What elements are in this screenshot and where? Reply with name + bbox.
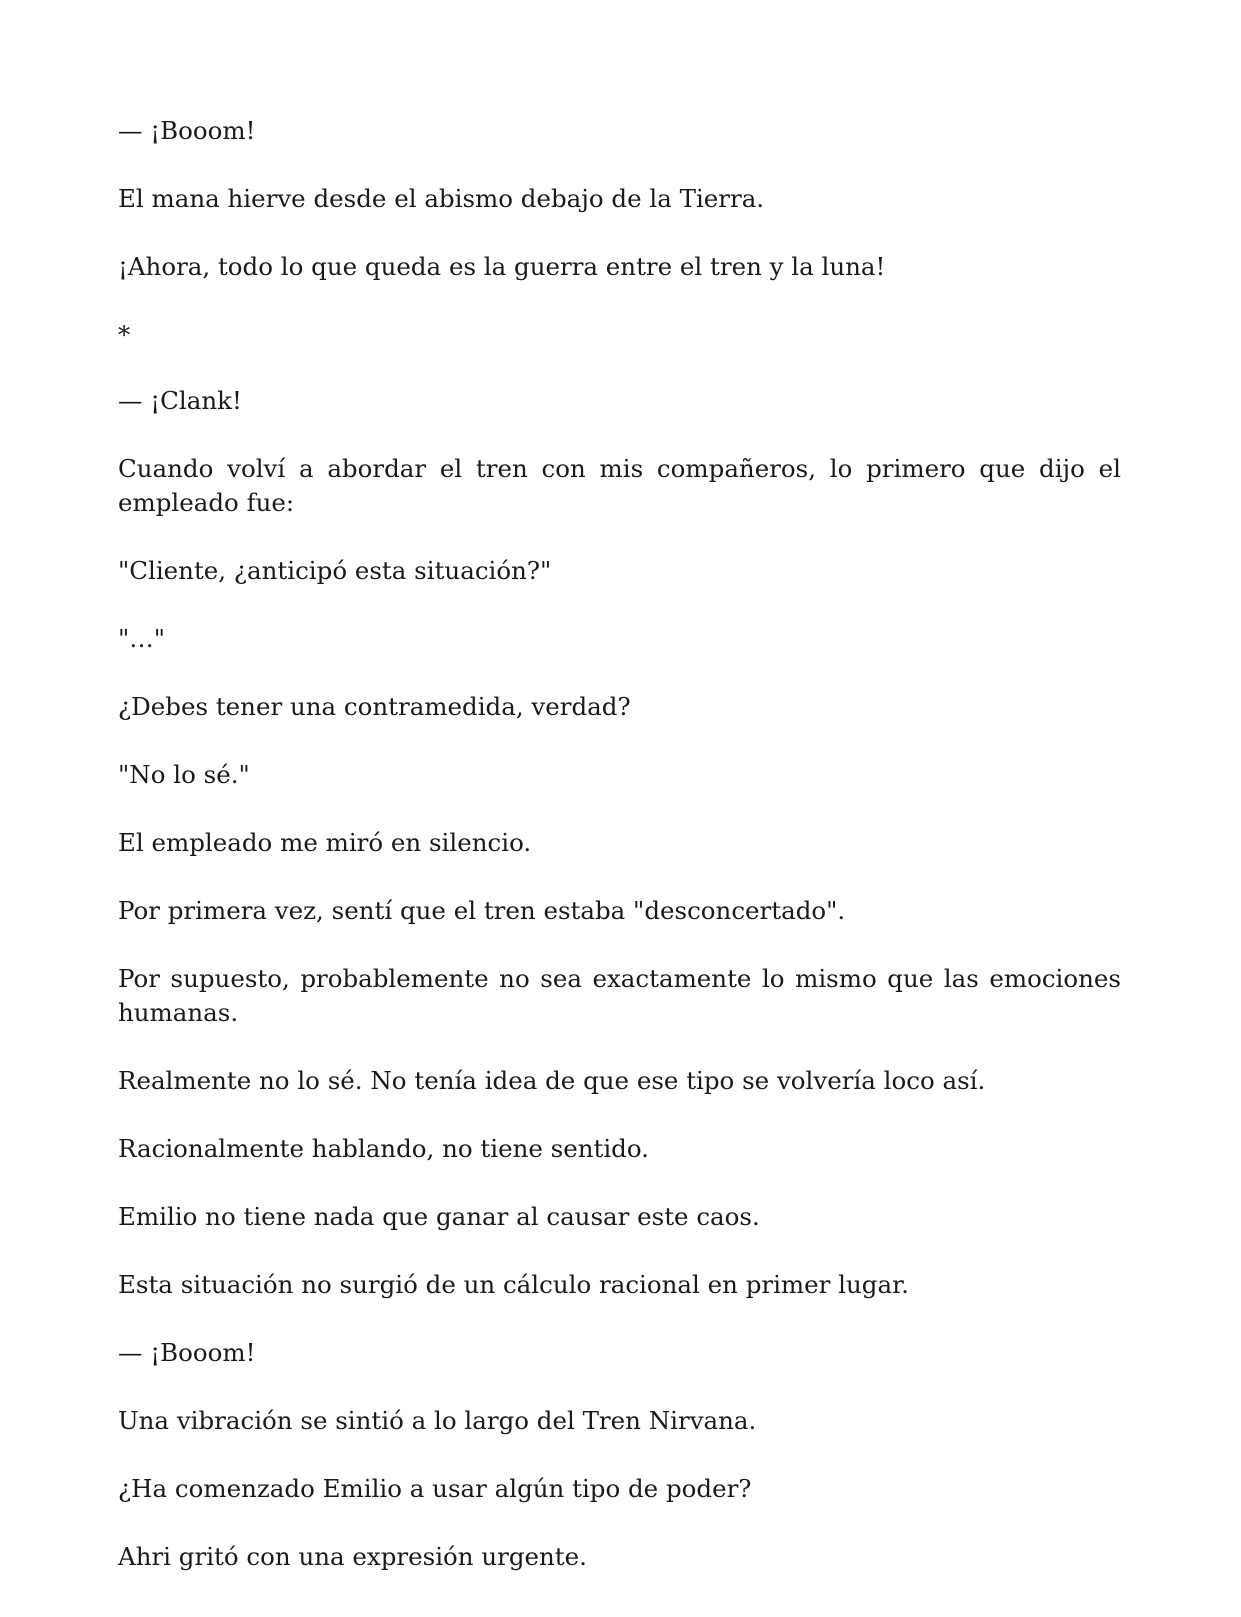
paragraph: Cuando volví a abordar el tren con mis compañeros, lo primero que dijo el empleado fue:: [118, 454, 1121, 517]
paragraph: ¿Ha comenzado Emilio a usar algún tipo de poder?: [118, 1474, 752, 1503]
paragraph: Racionalmente hablando, no tiene sentido.: [118, 1134, 649, 1163]
paragraph: El mana hierve desde el abismo debajo de la Tierra.: [118, 184, 765, 213]
paragraph: El empleado me miró en silencio.: [118, 828, 532, 857]
paragraph: — ¡Booom!: [118, 1338, 256, 1367]
paragraph: — ¡Booom!: [118, 116, 256, 145]
paragraph: Realmente no lo sé. No tenía idea de que ese tipo se volvería loco así.: [118, 1066, 986, 1095]
paragraph: Por supuesto, probablemente no sea exactamente lo mismo que las emociones humanas.: [118, 964, 1121, 1027]
paragraph: Emilio no tiene nada que ganar al causar este caos.: [118, 1202, 760, 1231]
scene-break: *: [118, 320, 131, 349]
document-page: [118, 114, 1121, 1608]
paragraph: — ¡Clank!: [118, 386, 242, 415]
paragraph: "Cliente, ¿anticipó esta situación?": [118, 556, 552, 585]
paragraph: ¿Debes tener una contramedida, verdad?: [118, 692, 631, 721]
paragraph: Esta situación no surgió de un cálculo racional en primer lugar.: [118, 1270, 909, 1299]
paragraph: ¡Ahora, todo lo que queda es la guerra entre el tren y la luna!: [118, 252, 886, 281]
paragraph: "…": [118, 624, 166, 653]
paragraph: Por primera vez, sentí que el tren estaba "desconcertado".: [118, 896, 846, 925]
paragraph: "No lo sé.": [118, 760, 250, 789]
paragraph: Una vibración se sintió a lo largo del Tren Nirvana.: [118, 1406, 757, 1435]
paragraph: Ahri gritó con una expresión urgente.: [118, 1542, 587, 1571]
